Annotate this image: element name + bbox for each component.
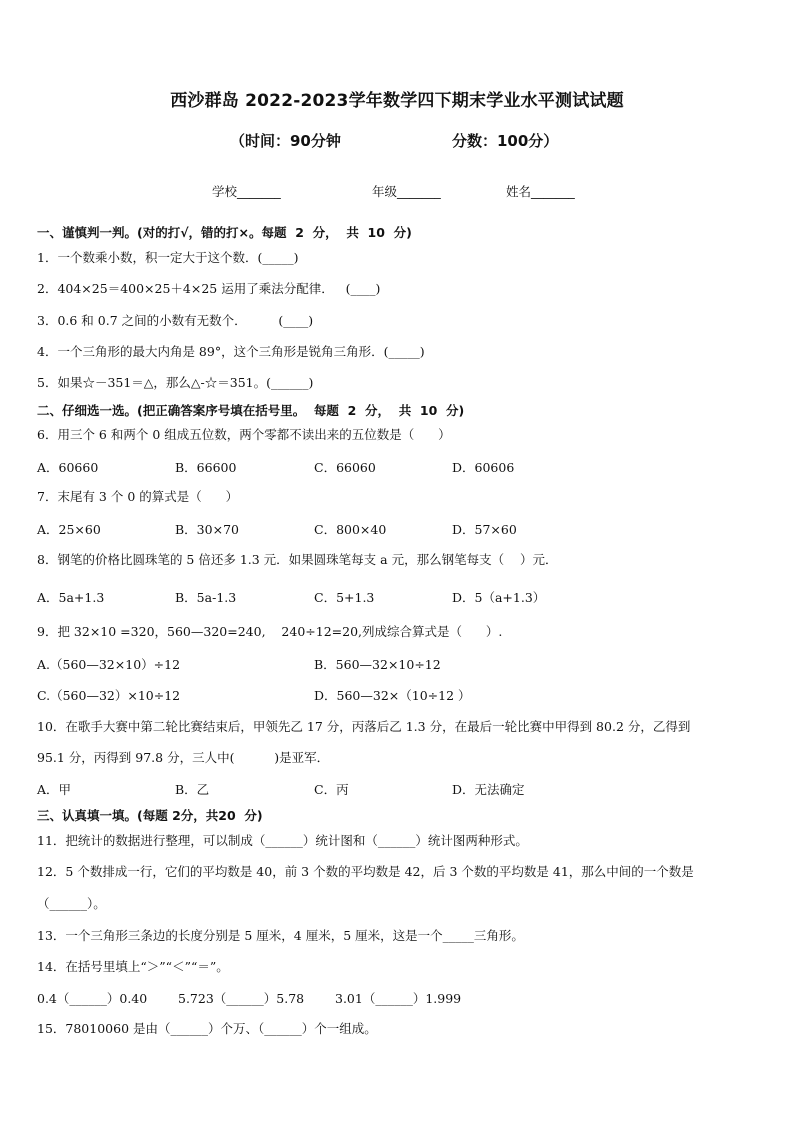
question-10-line-2: 95.1 分，丙得到 97.8 分，三人中( )是亚军． — [37, 750, 330, 765]
question-2: 2．404×25＝400×25＋4×25 运用了乘法分配律． (____) — [37, 281, 381, 296]
section-2-heading: 二、仔细选一选。(把正确答案序号填在括号里。 每题 2 分， 共 10 分) — [37, 403, 465, 418]
section-1-heading: 一、谨慎判一判。(对的打√，错的打×。每题 2 分， 共 10 分) — [37, 225, 412, 240]
page-title: 西沙群岛 2022-2023学年数学四下期末学业水平测试试题 — [170, 91, 624, 111]
question-1: 1．一个数乘小数，积一定大于这个数．(_____) — [37, 250, 299, 265]
q8-option-d: D．5（a+1.3） — [452, 590, 546, 605]
question-12-line-2: （______）。 — [37, 896, 106, 911]
name-field: 姓名_______ — [506, 184, 575, 199]
q9-option-a: A.（560—32×10）÷12 — [37, 657, 181, 672]
school-field: 学校_______ — [212, 184, 281, 199]
question-15: 15．78010060 是由（______）个万、（______）个一组成。 — [37, 1021, 377, 1036]
question-3: 3．0.6 和 0.7 之间的小数有无数个． (____) — [37, 313, 314, 328]
q6-option-d: D．60606 — [452, 460, 515, 475]
question-9: 9．把 32×10 =320，560—320=240, 240÷12=20,列成综合算式是（ ）. — [37, 624, 503, 639]
exam-score: 分数：100分） — [452, 132, 559, 150]
section-3-heading: 三、认真填一填。(每题 2分，共20 分) — [37, 808, 263, 823]
q8-option-c: C．5+1.3 — [314, 590, 375, 605]
q9-option-c: C.（560—32）×10÷12 — [37, 688, 181, 703]
question-5: 5．如果☆－351＝△，那么△-☆＝351。(______) — [37, 375, 314, 390]
q8-option-b: B．5a-1.3 — [175, 590, 237, 605]
question-13: 13．一个三角形三条边的长度分别是 5 厘米，4 厘米，5 厘米，这是一个_____三角形。 — [37, 928, 524, 943]
question-12-line-1: 12．5 个数排成一行，它们的平均数是 40，前 3 个数的平均数是 42，后 3 个数的平均数是 41，那么中间的一个数是 — [37, 864, 694, 879]
question-10-line-1: 10．在歌手大赛中第二轮比赛结束后，甲领先乙 17 分，丙落后乙 1.3 分，在最后一轮比赛中甲得到 80.2 分，乙得到 — [37, 719, 691, 734]
question-6: 6．用三个 6 和两个 0 组成五位数，两个零都不读出来的五位数是（ ） — [37, 427, 451, 442]
q6-option-a: A．60660 — [37, 460, 99, 475]
q10-option-c: C．丙 — [314, 782, 349, 797]
q10-option-a: A．甲 — [37, 782, 72, 797]
question-4: 4．一个三角形的最大内角是 89°，这个三角形是锐角三角形．(_____) — [37, 344, 425, 359]
q14-item-3: 3.01（______）1.999 — [335, 991, 462, 1006]
question-7: 7．末尾有 3 个 0 的算式是（ ） — [37, 489, 239, 504]
q14-item-2: 5.723（______）5.78 — [178, 991, 305, 1006]
q7-option-a: A．25×60 — [37, 522, 101, 537]
q9-option-d: D．560—32×（10÷12 ） — [314, 688, 471, 703]
q7-option-b: B．30×70 — [175, 522, 239, 537]
q6-option-b: B．66600 — [175, 460, 237, 475]
q7-option-c: C．800×40 — [314, 522, 387, 537]
exam-time: （时间：90分钟 — [230, 132, 341, 150]
question-11: 11．把统计的数据进行整理，可以制成（______）统计图和（______）统计图两种形式。 — [37, 833, 528, 848]
q10-option-b: B．乙 — [175, 782, 210, 797]
question-8: 8．钢笔的价格比圆珠笔的 5 倍还多 1.3 元．如果圆珠笔每支 a 元，那么钢笔每支（ ）元． — [37, 552, 558, 567]
q7-option-d: D．57×60 — [452, 522, 517, 537]
grade-field: 年级_______ — [372, 184, 441, 199]
q8-option-a: A．5a+1.3 — [37, 590, 105, 605]
q9-option-b: B．560—32×10÷12 — [314, 657, 441, 672]
question-14: 14．在括号里填上“＞”“＜”“＝”。 — [37, 959, 229, 974]
q10-option-d: D．无法确定 — [452, 782, 525, 797]
q14-item-1: 0.4（______）0.40 — [37, 991, 148, 1006]
q6-option-c: C．66060 — [314, 460, 376, 475]
